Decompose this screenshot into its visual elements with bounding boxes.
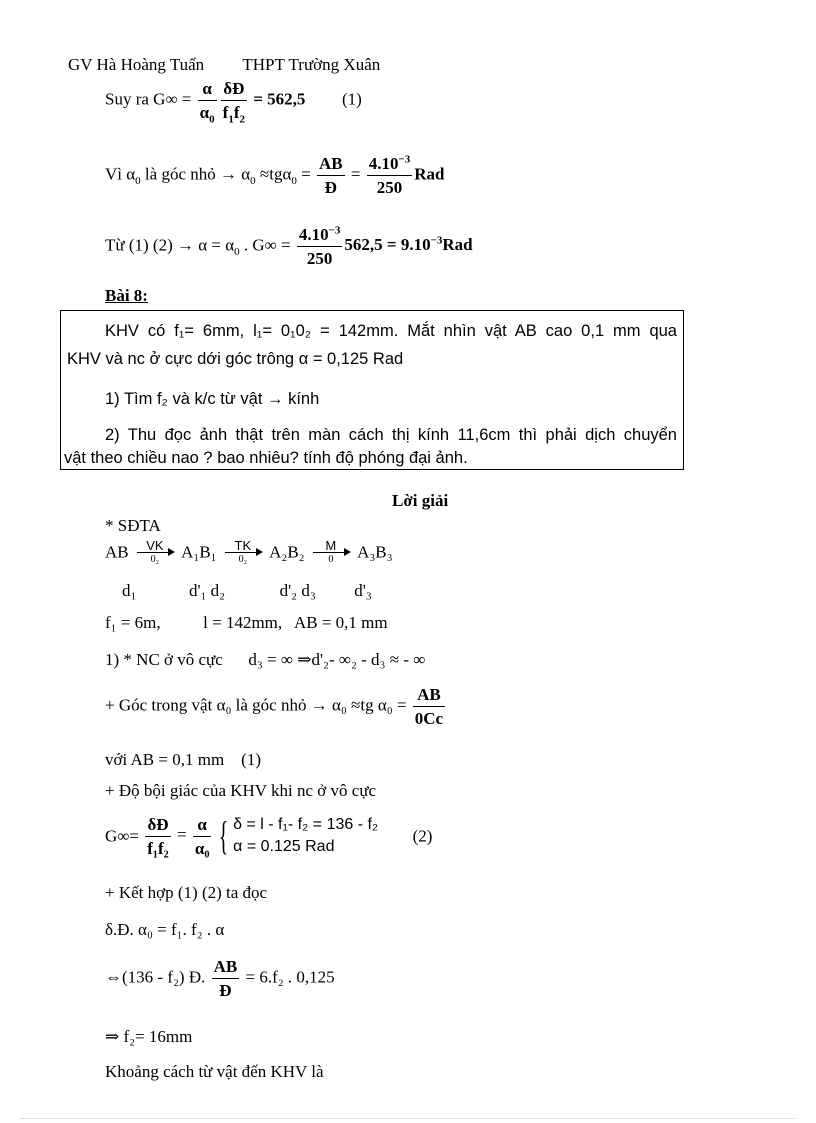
step-combine: + Kết hợp (1) (2) ta đọc (105, 883, 268, 902)
problem-line-5: vật theo chiều nao ? bao nhiêu? tính độ phóng đại ảnh. (64, 449, 468, 467)
image-formation-chain: AB VK 0₂ A₁B₁ TK 0₂ A₂B₂ M 0 A₃B₃ (105, 538, 393, 565)
system-equations: δ = l - f₁- f₂ = 136 - f₂ α = 0.125 Rad (233, 816, 379, 855)
eq3-prefix: Từ (1) (2) → α = α (105, 235, 235, 255)
step-delta-equation: δ.Đ. α₀ = f₁. f₂ . α (105, 920, 225, 939)
equation-result: Từ (1) $(2) \to \alpha = \alpha_0$ . G∞ = $\frac{4.10^{-3}}{250}$ $562,5 = 9.10^{-3}Rad$ (105, 224, 473, 268)
problem-title: Bài 8: (105, 286, 148, 305)
eq3-result: 562,5 = 9.10 (344, 235, 431, 255)
problem-box (60, 310, 684, 470)
problem-line-1: KHV có f₁= 6mm, l₁= 0₁0₂ = 142mm. Mắt nhìn vật AB cao 0,1 mm qua (105, 322, 677, 340)
arrow-eyepiece: TK 0₂ (225, 539, 261, 565)
school-name: THPT Trường Xuân (242, 55, 381, 74)
distance-labels: d₁ d'₁ d₂ d'₂ d₃ d'₃ (122, 581, 372, 600)
arrow-eye: M 0 (313, 539, 349, 565)
equation-small-angle: Vì $\alpha_0$ là góc nhỏ → $\alpha_0 \approx tg\alpha_0$ = $\frac{AB}{Đ}$ = $\frac{4.10^{-3}}{250}$ Rad (105, 153, 445, 197)
step-f2-result: ⇒ f₂= 16mm (105, 1027, 193, 1046)
page-header (68, 56, 380, 73)
eq3-fraction: $\frac{4.10^{-3}}{250}$ (298, 224, 341, 268)
magnification-system: G∞= $\frac{\delta Đ}{\text{f₁f₂}}$ = $\frac{\alpha}{\text{α₀}}$ { δ = l - f₁- f₂ = 136 - f₂ α = 0.125 Rad (2) (105, 813, 433, 858)
eq2-unit: Rad (414, 164, 445, 184)
eq2-fraction-ab: $\frac{AB}{Đ}$ (318, 154, 343, 197)
system-brace: { (218, 813, 229, 858)
step-solve: ⇔(136 - f₂) Đ. $\frac{AB}{Đ}$ = 6.f₂ . 0,125 (105, 957, 335, 1000)
step-infinity: 1) * NC ở vô cực d₃ = ∞ ⇒d'₂- ∞₂ - d₃ ≈ - ∞ (105, 650, 426, 669)
sdta-label: * SĐTA (105, 516, 161, 535)
problem-line-3: 1) Tìm f₂ và k/c từ vật → kính (105, 390, 320, 408)
solution-title: Lời giải (392, 491, 449, 510)
step-magnification-heading: + Độ bội giác của KHV khi nc ở vô cực (105, 781, 377, 800)
system-label: (2) (412, 826, 433, 846)
step7-fraction: $\frac{AB}{Đ}$ (213, 957, 238, 1000)
step-distance-heading: Khoảng cách từ vật đến KHV là (105, 1062, 324, 1081)
arrow-objective: VK 0₂ (137, 539, 173, 565)
problem-line-2: KHV và nc ở cực dới góc trông α = 0,125 Rad (67, 350, 404, 368)
step2-fraction: $\frac{AB}{0Cc}$ (414, 685, 444, 728)
equation-magnification (105, 79, 362, 126)
eq2-prefix: Vì α (105, 164, 136, 184)
eq1-prefix: Suy ra G∞ = (105, 89, 192, 109)
g-fraction-1: $\frac{\delta Đ}{\text{f₁f₂}}$ (147, 814, 169, 858)
eq1-result: = 562,5 (253, 89, 306, 109)
given-values: f₁ = 6m, l = 142mm, AB = 0,1 mm (105, 613, 388, 632)
g-fraction-2: $\frac{\alpha}{\text{α₀}}$ (194, 814, 210, 858)
step-ab-value: với AB = 0,1 mm (1) (105, 750, 261, 769)
eq1-fraction-alpha: $\frac{\alpha}{\alpha_0}$ (199, 79, 215, 126)
page-bottom-border (20, 1118, 796, 1119)
eq1-fraction-delta: $\frac{\delta Đ}{f_1f_2}$ (222, 79, 245, 126)
eq1-label: (1) (341, 89, 362, 109)
eq2-fraction-value: $\frac{4.10^{-3}}{250}$ (368, 153, 411, 197)
problem-line-4: 2) Thu đọc ảnh thật trên màn cách thị kính 11,6cm thì phải dịch chuyển (105, 426, 677, 444)
step-small-angle: + Góc trong vật α₀ là góc nhỏ → α₀ ≈tg α₀ = $\frac{AB}{0Cc}$ (105, 685, 444, 728)
teacher-name: GV Hà Hoàng Tuấn (68, 55, 205, 74)
